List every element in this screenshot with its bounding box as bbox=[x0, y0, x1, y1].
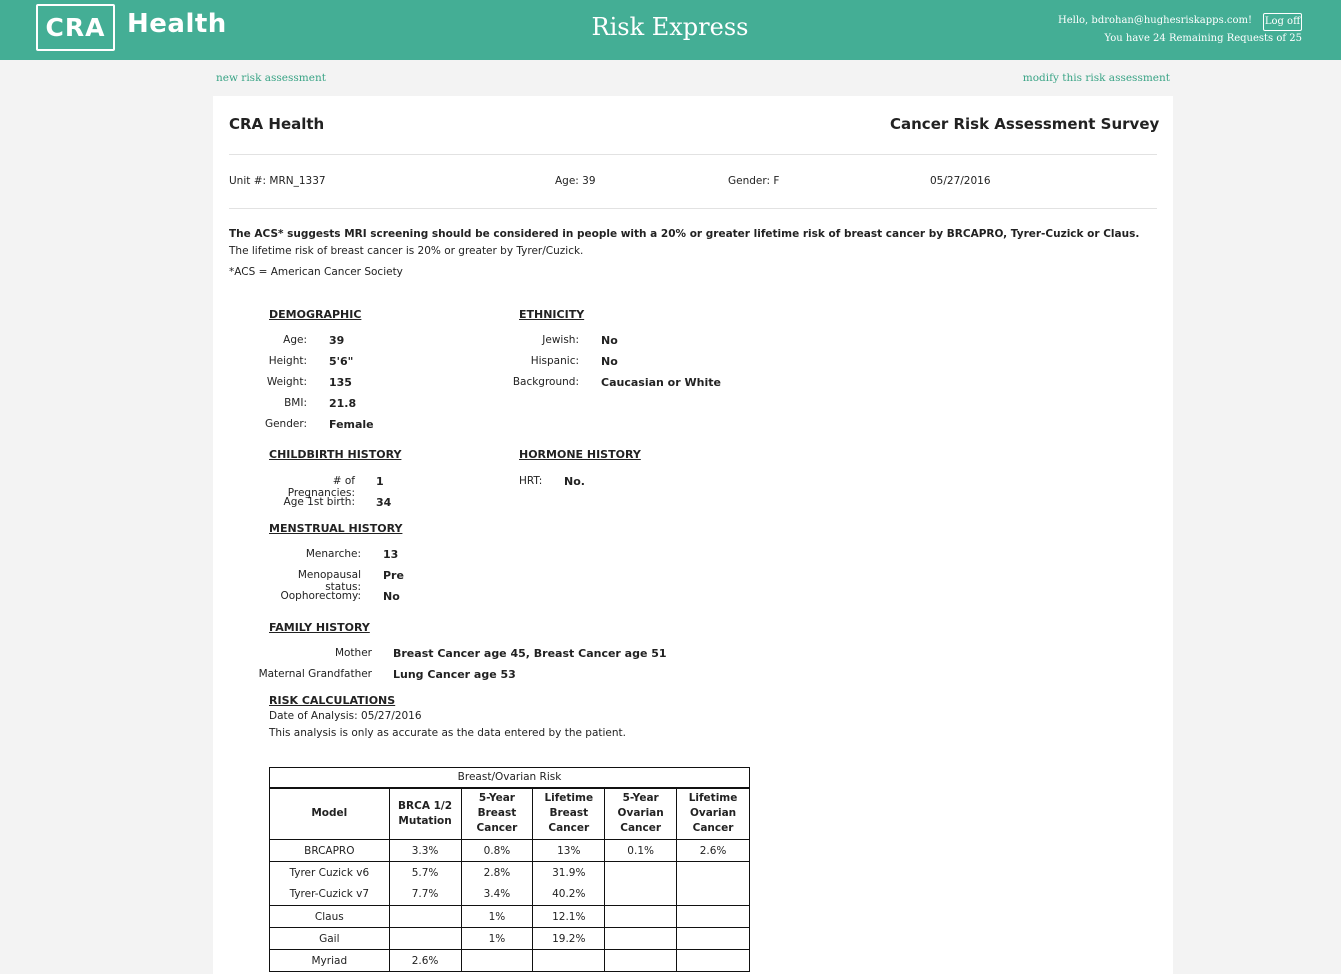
field-label: BMI: bbox=[284, 397, 307, 409]
table-cell: 1% bbox=[461, 906, 533, 928]
accuracy-note: This analysis is only as accurate as the data entered by the patient. bbox=[269, 727, 626, 739]
table-cell: 0.1% bbox=[605, 840, 677, 862]
table-cell: Myriad bbox=[270, 950, 390, 972]
hormone-heading: HORMONE HISTORY bbox=[519, 448, 641, 461]
field-value: Female bbox=[329, 418, 374, 431]
field-label: Height: bbox=[268, 355, 307, 367]
childbirth-heading: CHILDBIRTH HISTORY bbox=[269, 448, 402, 461]
column-header: 5-Year Ovarian Cancer bbox=[605, 788, 677, 840]
table-cell: 7.7% bbox=[389, 884, 461, 906]
table-cell: 0.8% bbox=[461, 840, 533, 862]
field-label: Menopausal status: bbox=[297, 569, 361, 593]
table-cell bbox=[389, 928, 461, 950]
acs-footnote: *ACS = American Cancer Society bbox=[229, 266, 403, 278]
table-row bbox=[270, 884, 750, 906]
table-row bbox=[270, 840, 750, 862]
family-heading: FAMILY HISTORY bbox=[269, 621, 370, 634]
column-header: 5-Year Breast Cancer bbox=[461, 788, 533, 840]
field-value: No bbox=[601, 334, 618, 347]
menstrual-heading: MENSTRUAL HISTORY bbox=[269, 522, 403, 535]
ethnicity-heading: ETHNICITY bbox=[519, 308, 585, 321]
log-off-button[interactable]: Log off bbox=[1263, 13, 1302, 31]
field-value: 13 bbox=[383, 548, 399, 561]
remaining-requests: You have 24 Remaining Requests of 25 bbox=[1104, 33, 1302, 44]
table-cell bbox=[461, 950, 533, 972]
table-cell: 2.6% bbox=[389, 950, 461, 972]
table-cell: 5.7% bbox=[389, 862, 461, 884]
field-label: Gender: bbox=[264, 418, 307, 430]
divider bbox=[229, 154, 1157, 155]
table-row bbox=[270, 950, 750, 972]
table-cell: 1% bbox=[461, 928, 533, 950]
table-row bbox=[270, 928, 750, 950]
table-cell bbox=[677, 906, 750, 928]
table-cell: Tyrer Cuzick v6 bbox=[270, 862, 390, 884]
report-date: 05/27/2016 bbox=[930, 175, 991, 187]
unit-number: Unit #: MRN_1337 bbox=[229, 175, 326, 187]
report-survey-title: Cancer Risk Assessment Survey bbox=[890, 115, 1160, 133]
field-value: Lung Cancer age 53 bbox=[393, 668, 516, 681]
table-cell bbox=[605, 862, 677, 884]
report-card bbox=[213, 96, 1173, 974]
field-label: Maternal Grandfather bbox=[258, 668, 372, 680]
risk-table bbox=[269, 767, 750, 972]
field-value: No. bbox=[564, 475, 585, 488]
table-cell: Tyrer-Cuzick v7 bbox=[270, 884, 390, 906]
table-row bbox=[270, 906, 750, 928]
table-cell: BRCAPRO bbox=[270, 840, 390, 862]
table-cell: 31.9% bbox=[533, 862, 605, 884]
field-label: Jewish: bbox=[542, 334, 579, 346]
field-label: Hispanic: bbox=[530, 355, 579, 367]
column-header: Model bbox=[270, 788, 390, 840]
field-label: Mother bbox=[334, 647, 372, 659]
table-cell bbox=[605, 928, 677, 950]
logo-wordmark[interactable]: Health bbox=[127, 9, 227, 39]
field-value: Pre bbox=[383, 569, 404, 582]
risk-heading: RISK CALCULATIONS bbox=[269, 694, 396, 707]
lifetime-risk-note: The lifetime risk of breast cancer is 20% or greater by Tyrer/Cuzick. bbox=[229, 245, 584, 257]
field-label: Menarche: bbox=[305, 548, 361, 560]
table-cell bbox=[677, 950, 750, 972]
top-bar bbox=[0, 0, 1341, 60]
table-cell bbox=[677, 862, 750, 884]
field-label: Oophorectomy: bbox=[280, 590, 361, 602]
table-cell: 2.8% bbox=[461, 862, 533, 884]
table-row bbox=[270, 862, 750, 884]
table-cell bbox=[605, 906, 677, 928]
field-value: Breast Cancer age 45, Breast Cancer age 51 bbox=[393, 647, 667, 660]
field-label: Age: bbox=[283, 334, 307, 346]
modify-risk-assessment-link[interactable]: modify this risk assessment bbox=[1022, 72, 1170, 84]
field-label: Weight: bbox=[266, 376, 307, 388]
field-label: # of Pregnancies: bbox=[287, 475, 355, 499]
table-caption: Breast/Ovarian Risk bbox=[270, 768, 750, 788]
field-value: 1 bbox=[376, 475, 384, 488]
field-value: No bbox=[601, 355, 618, 368]
analysis-date: Date of Analysis: 05/27/2016 bbox=[269, 710, 422, 722]
field-value: No bbox=[383, 590, 400, 603]
table-cell bbox=[677, 884, 750, 906]
patient-gender: Gender: F bbox=[728, 175, 780, 187]
table-cell: 3.4% bbox=[461, 884, 533, 906]
patient-age: Age: 39 bbox=[555, 175, 596, 187]
table-cell: Gail bbox=[270, 928, 390, 950]
field-value: 39 bbox=[329, 334, 345, 347]
new-risk-assessment-link[interactable]: new risk assessment bbox=[216, 72, 326, 84]
user-greeting: Hello, bdrohan@hughesriskapps.com! bbox=[1058, 15, 1252, 26]
logo-badge[interactable]: CRA bbox=[36, 4, 115, 51]
column-header: BRCA 1/2 Mutation bbox=[389, 788, 461, 840]
table-cell bbox=[677, 928, 750, 950]
table-cell bbox=[389, 906, 461, 928]
field-value: 21.8 bbox=[329, 397, 357, 410]
table-cell bbox=[605, 950, 677, 972]
table-cell: 19.2% bbox=[533, 928, 605, 950]
report-org-title: CRA Health bbox=[229, 115, 325, 133]
table-cell bbox=[605, 884, 677, 906]
divider bbox=[229, 208, 1157, 209]
field-label: HRT: bbox=[519, 475, 543, 487]
field-label: Age 1st birth: bbox=[283, 496, 355, 508]
table-cell: 13% bbox=[533, 840, 605, 862]
field-value: Caucasian or White bbox=[601, 376, 721, 389]
app-title: Risk Express bbox=[591, 13, 749, 41]
table-cell: 12.1% bbox=[533, 906, 605, 928]
field-value: 135 bbox=[329, 376, 352, 389]
demographic-heading: DEMOGRAPHIC bbox=[269, 308, 362, 321]
table-cell bbox=[533, 950, 605, 972]
field-value: 5'6" bbox=[329, 355, 354, 368]
field-label: Background: bbox=[512, 376, 579, 388]
column-header: Lifetime Ovarian Cancer bbox=[677, 788, 750, 840]
table-cell: 2.6% bbox=[677, 840, 750, 862]
column-header: Lifetime Breast Cancer bbox=[533, 788, 605, 840]
acs-notice: The ACS* suggests MRI screening should be considered in people with a 20% or greater lifetime risk of breast cancer by BRCAPRO, Tyrer-Cuzick or Claus. bbox=[229, 228, 1140, 240]
table-cell: 40.2% bbox=[533, 884, 605, 906]
field-value: 34 bbox=[376, 496, 392, 509]
table-cell: 3.3% bbox=[389, 840, 461, 862]
table-cell: Claus bbox=[270, 906, 390, 928]
